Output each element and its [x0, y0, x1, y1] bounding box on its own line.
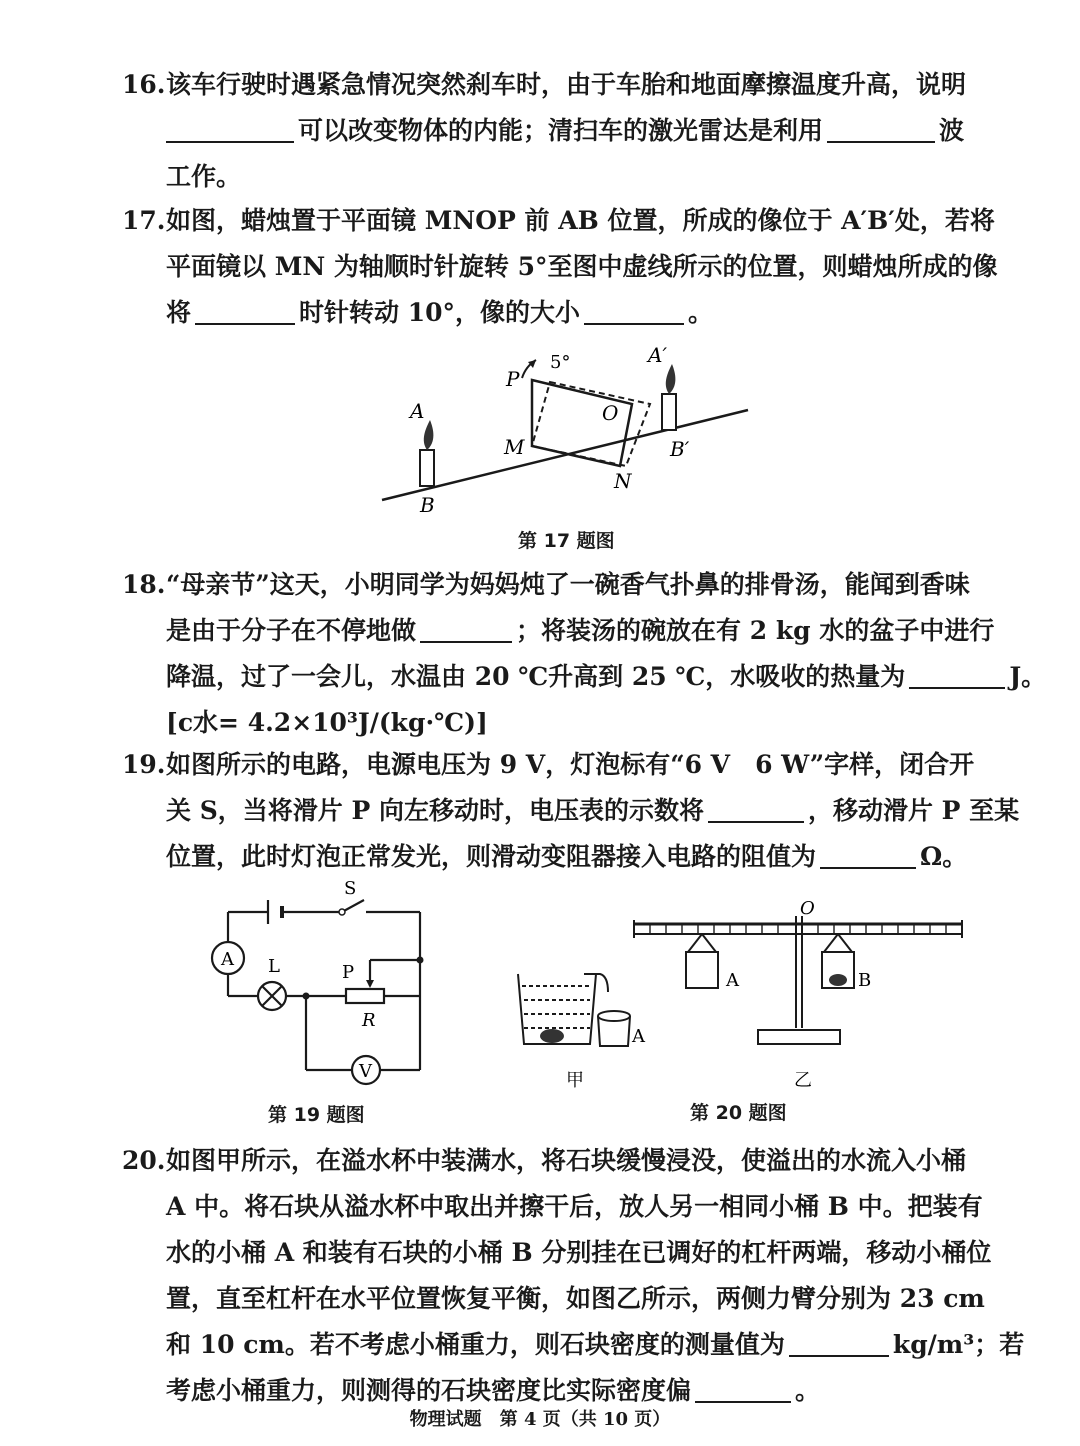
- figure-17-caption: 第 17 题图: [518, 530, 615, 552]
- figure-20-experiment: [504, 890, 974, 1100]
- label-l: L: [268, 956, 280, 977]
- candle-flame-icon: [424, 420, 434, 450]
- label-jia: 甲: [566, 1070, 584, 1091]
- label-m: M: [504, 435, 525, 459]
- question-text: 平面镜以 MN 为轴顺时针旋转 5°至图中虚线所示的位置，则蜡烛所成的像: [166, 252, 998, 281]
- question-text: ，移动滑片 P 至某: [807, 796, 1020, 825]
- label-p: P: [506, 367, 520, 391]
- figure-20-caption: 第 20 题图: [690, 1102, 787, 1124]
- question-text: 关 S，当将滑片 P 向左移动时，电压表的示数将: [166, 796, 704, 825]
- question-text: 波: [939, 116, 965, 145]
- question-text: 位置，此时灯泡正常发光，则滑动变阻器接入电路的阻值为: [166, 842, 817, 871]
- rheostat-r: [346, 989, 384, 1003]
- label-n: N: [614, 469, 632, 493]
- label-p: P: [342, 962, 355, 983]
- answer-blank[interactable]: [909, 661, 1005, 689]
- figure-19-caption: 第 19 题图: [268, 1104, 365, 1126]
- question-text: 降温，过了一会儿，水温由 20 ℃升高到 25 ℃，水吸收的热量为: [166, 662, 906, 691]
- label-bucket-a-jia: A: [632, 1026, 645, 1047]
- question-text: 如图甲所示，在溢水杯中装满水，将石块缓慢浸没，使溢出的水流入小桶: [166, 1146, 967, 1175]
- question-text: 时针转动 10°，像的大小: [299, 298, 581, 327]
- label-a: A: [410, 399, 425, 423]
- small-bucket-a-rim: [598, 1011, 630, 1021]
- question-text: kg/m³；若: [892, 1330, 1025, 1359]
- question-text: 将: [166, 298, 192, 327]
- question-text: 和 10 cm。若不考虑小桶重力，则石块密度的测量值为: [166, 1330, 785, 1359]
- ground-line: [382, 410, 748, 500]
- label-pivot-o: O: [800, 898, 815, 919]
- question-text: 如图所示的电路，电源电压为 9 V，灯泡标有“6 V 6 W”字样，闭合开: [166, 750, 975, 779]
- label-bucket-a: A: [726, 970, 739, 991]
- candle-ab: [420, 450, 434, 486]
- answer-blank[interactable]: [420, 615, 512, 643]
- question-number: 17.: [122, 206, 166, 235]
- junction-dot: [339, 909, 345, 915]
- question-16: [122, 62, 1022, 200]
- stand-base: [758, 1030, 840, 1044]
- label-yi: 乙: [794, 1070, 812, 1091]
- hanging-bucket-a: [686, 952, 718, 988]
- stone-in-cup: [540, 1029, 564, 1043]
- question-20: [122, 1138, 1025, 1414]
- question-text: Ω。: [920, 842, 968, 871]
- label-b-prime: B′: [670, 437, 690, 461]
- answer-blank[interactable]: [789, 1329, 889, 1357]
- answer-blank[interactable]: [820, 841, 916, 869]
- string-b: [838, 934, 852, 952]
- junction-dot: [417, 957, 424, 964]
- question-number: 20.: [122, 1146, 166, 1175]
- question-text: 。: [688, 298, 714, 327]
- answer-blank[interactable]: [166, 115, 294, 143]
- figure-19-circuit: [196, 880, 446, 1090]
- image-flame-icon: [666, 364, 676, 394]
- question-18: [122, 562, 1047, 746]
- question-text: 。: [795, 1376, 821, 1405]
- label-s: S: [344, 880, 357, 899]
- question-text: 该车行驶时遇紧急情况突然刹车时，由于车胎和地面摩擦温度升高，说明: [166, 70, 967, 99]
- question-number: 16.: [122, 70, 166, 99]
- answer-blank[interactable]: [195, 297, 295, 325]
- question-text: 如图，蜡烛置于平面镜 MNOP 前 AB 位置，所成的像位于 A′B′处，若将: [166, 206, 995, 235]
- answer-blank[interactable]: [708, 795, 804, 823]
- string-b: [824, 934, 838, 952]
- junction-dot: [303, 993, 310, 1000]
- question-text: 考虑小桶重力，则测得的石块密度比实际密度偏: [166, 1376, 692, 1405]
- label-r: R: [362, 1010, 376, 1031]
- question-19: [122, 742, 1022, 880]
- figure-17-mirror-diagram: [370, 338, 760, 518]
- string-a: [688, 934, 702, 952]
- label-b: B: [420, 493, 435, 517]
- answer-blank[interactable]: [827, 115, 935, 143]
- question-text: A 中。将石块从溢水杯中取出并擦干后，放人另一相同小桶 B 中。把装有: [166, 1192, 983, 1221]
- question-text: 水的小桶 A 和装有石块的小桶 B 分别挂在已调好的杠杆两端，移动小桶位: [166, 1238, 992, 1267]
- question-text: “母亲节”这天，小明同学为妈妈炖了一碗香气扑鼻的排骨汤，能闻到香味: [166, 570, 970, 599]
- candle-image-a2b2: [662, 394, 676, 430]
- question-number: 19.: [122, 750, 166, 779]
- question-text: 可以改变物体的内能；清扫车的激光雷达是利用: [298, 116, 824, 145]
- question-text: 是由于分子在不停地做: [166, 616, 417, 645]
- answer-blank[interactable]: [584, 297, 684, 325]
- question-number: 18.: [122, 570, 166, 599]
- label-o: O: [602, 401, 619, 425]
- question-text: ；将装汤的碗放在有 2 kg 水的盆子中进行: [516, 616, 995, 645]
- label-bucket-b: B: [858, 970, 872, 991]
- switch-s[interactable]: [342, 900, 364, 912]
- question-17: [122, 198, 1022, 336]
- specific-heat-formula: [c水= 4.2×10³J/(kg·℃)]: [166, 708, 488, 737]
- label-ammeter: A: [221, 949, 234, 970]
- stone-in-bucket-b: [829, 974, 847, 986]
- question-text: 置，直至杠杆在水平位置恢复平衡，如图乙所示，两侧力臂分别为 23 cm: [166, 1284, 985, 1313]
- question-text: J。: [1009, 662, 1047, 691]
- question-text: 工作。: [166, 162, 242, 191]
- label-a-prime: A′: [648, 343, 667, 367]
- page-footer: 物理试题 第 4 页（共 10 页）: [409, 1409, 671, 1430]
- label-angle: 5°: [550, 352, 571, 373]
- answer-blank[interactable]: [695, 1375, 791, 1403]
- slider-p-arrow-icon[interactable]: [366, 980, 374, 988]
- string-a: [702, 934, 716, 952]
- label-voltmeter: V: [359, 1061, 372, 1082]
